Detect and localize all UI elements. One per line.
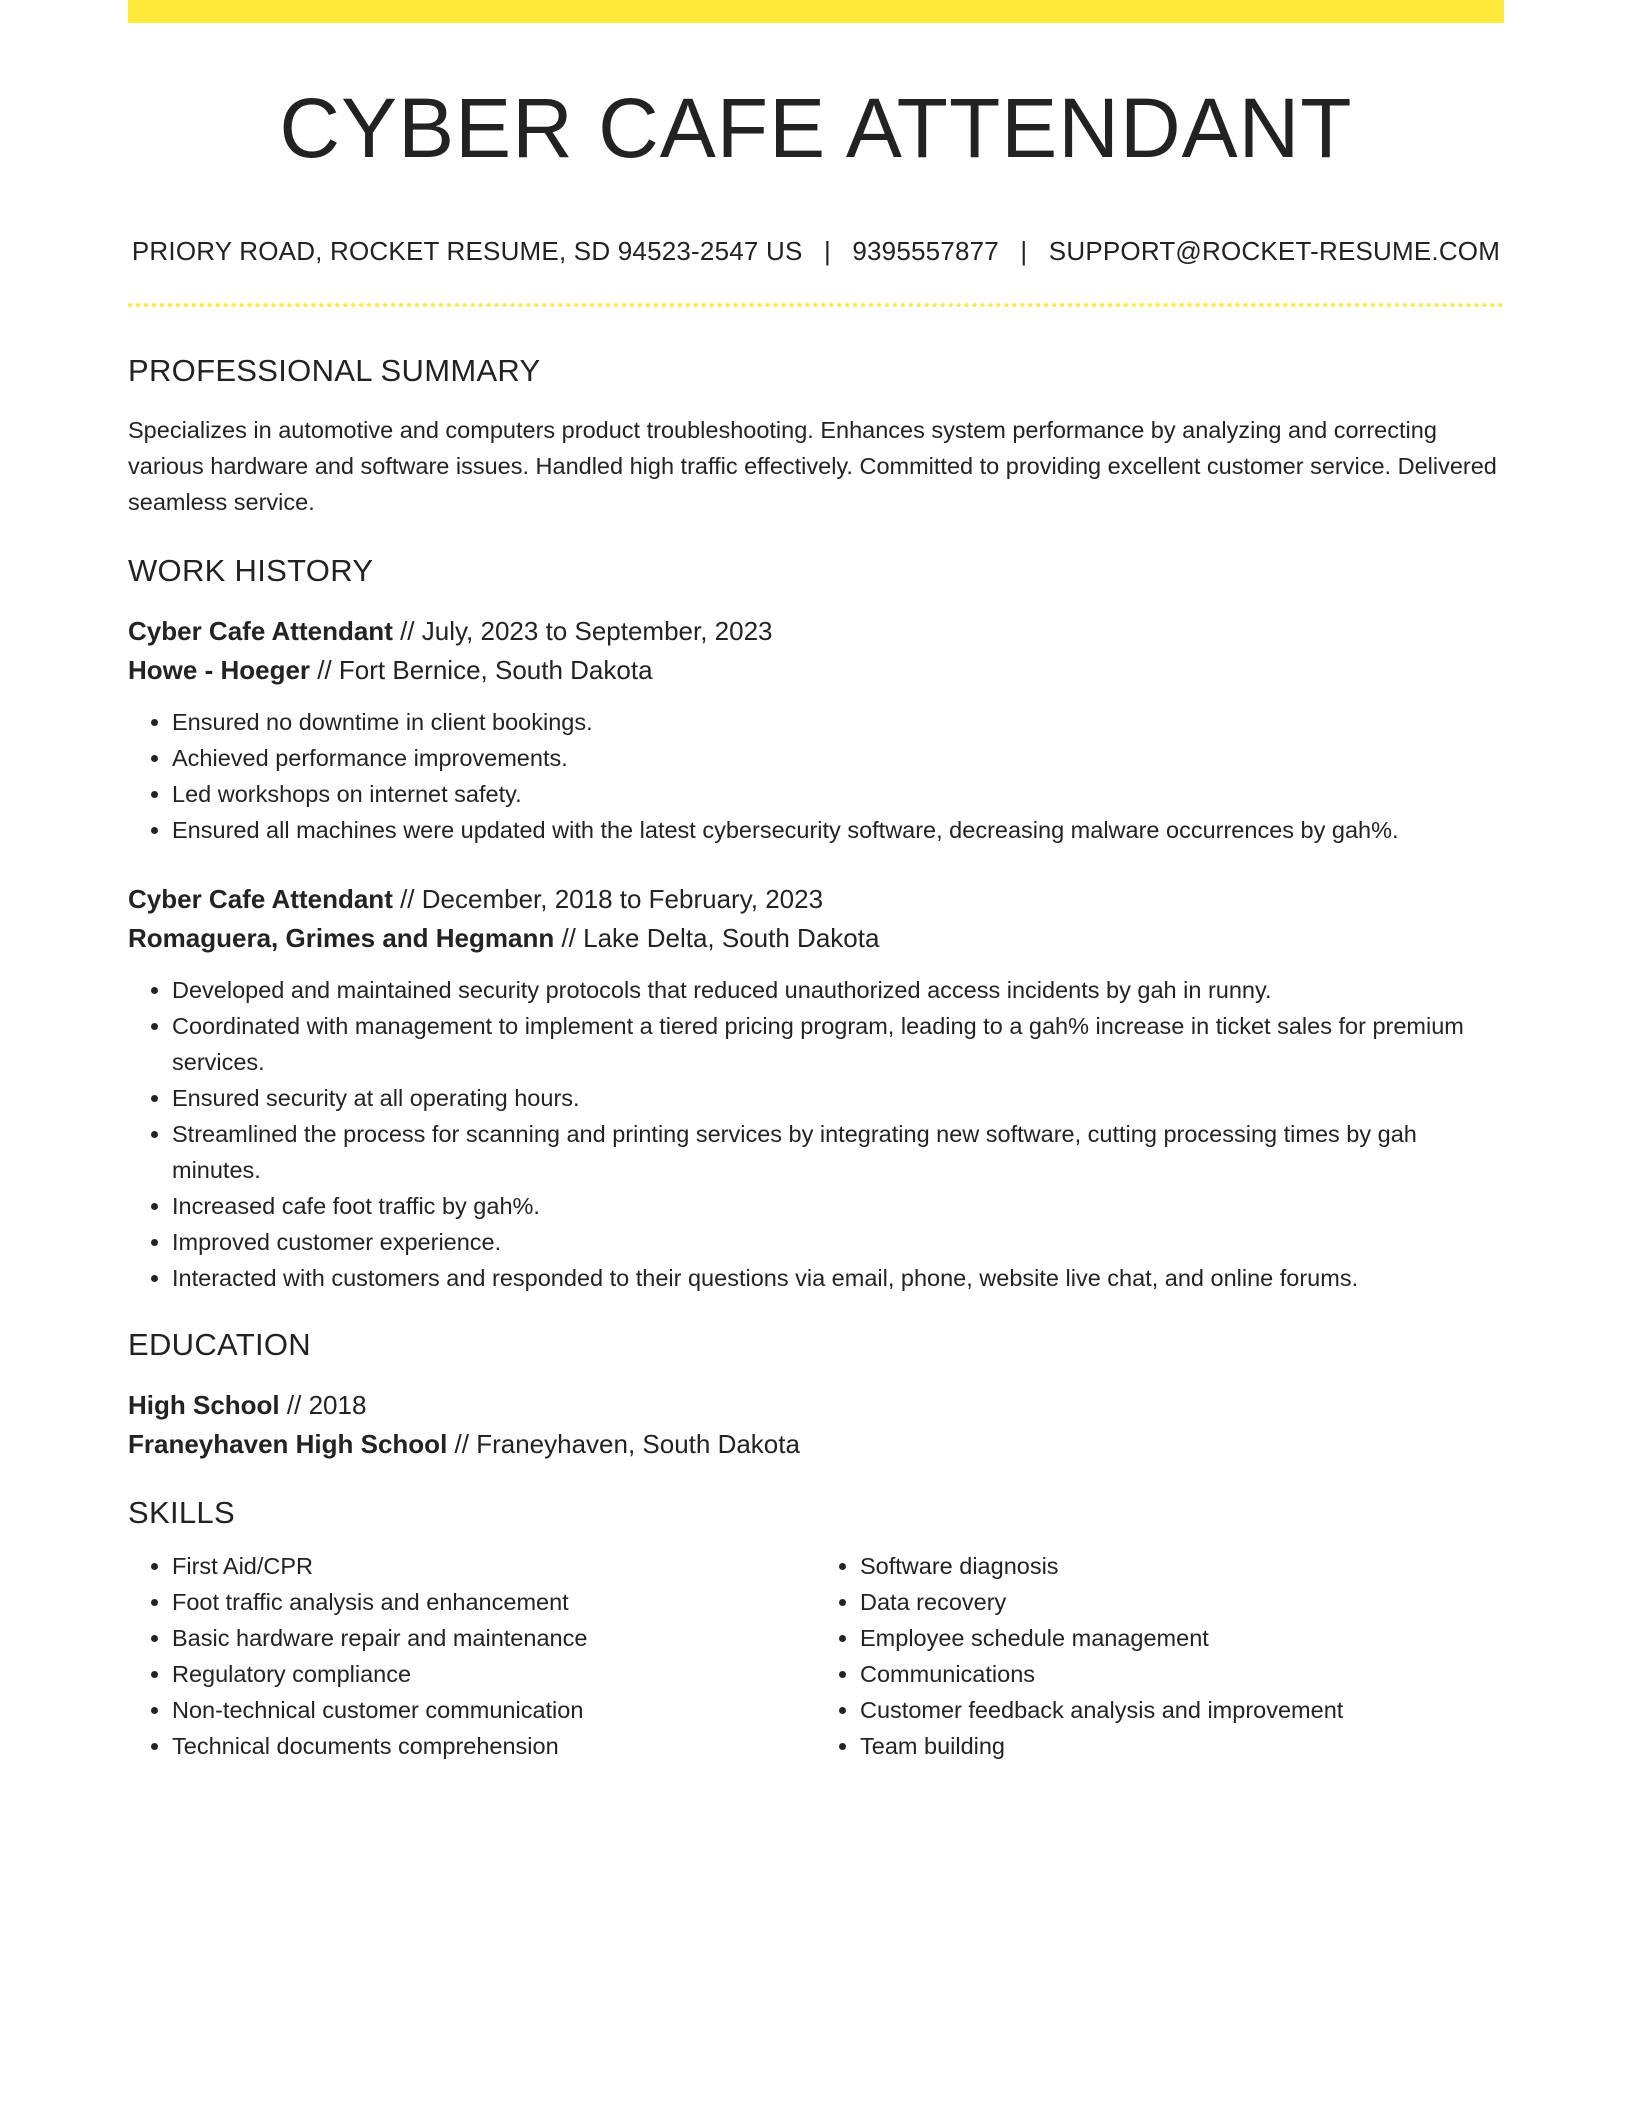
contact-separator: |: [823, 236, 831, 266]
list-item: • Coordinated with management to implement a tiered pricing program, leading to a gah% increase in ticket sales for premium services.: [172, 1008, 1504, 1080]
job-entry-header: [128, 612, 1504, 690]
skill-item: • Employee schedule management: [860, 1620, 1504, 1656]
job-role-line: [128, 880, 1504, 919]
dotted-divider: [128, 303, 1504, 307]
job-role-line: [128, 612, 1504, 651]
education-degree: High School: [128, 1390, 280, 1420]
skills-columns: [128, 1548, 1504, 1764]
list-item: • Ensured security at all operating hours.: [172, 1080, 1504, 1116]
education-school-line: [128, 1425, 1504, 1464]
education-degree-line: [128, 1386, 1504, 1425]
job-company-line: [128, 651, 1504, 690]
job-location: // Fort Bernice, South Dakota: [310, 655, 653, 685]
list-item: • Streamlined the process for scanning and printing services by integrating new software, cutting processing times by gah minutes.: [172, 1116, 1504, 1188]
education-year: // 2018: [279, 1390, 367, 1420]
job-company: Romaguera, Grimes and Hegmann: [128, 923, 555, 953]
job-dates: // December, 2018 to February, 2023: [392, 884, 824, 914]
job-dates: // July, 2023 to September, 2023: [392, 616, 773, 646]
contact-email: SUPPORT@ROCKET-RESUME.COM: [1048, 236, 1501, 266]
skills-list-left: [128, 1548, 816, 1764]
skill-item: • Data recovery: [860, 1584, 1504, 1620]
job-role: Cyber Cafe Attendant: [128, 884, 393, 914]
list-item: • Interacted with customers and responded to their questions via email, phone, website live chat, and online forums.: [172, 1260, 1504, 1296]
list-item: • Led workshops on internet safety.: [172, 776, 1504, 812]
education-entry: [128, 1386, 1504, 1464]
job-role: Cyber Cafe Attendant: [128, 616, 393, 646]
skill-item: • First Aid/CPR: [172, 1548, 816, 1584]
skills-list-right: [816, 1548, 1504, 1764]
contact-address: PRIORY ROAD, ROCKET RESUME, SD 94523-2547 US: [131, 236, 803, 266]
education-location: // Franeyhaven, South Dakota: [447, 1429, 800, 1459]
skill-item: • Customer feedback analysis and improvement: [860, 1692, 1504, 1728]
list-item: • Ensured all machines were updated with the latest cybersecurity software, decreasing malware occurrences by gah%.: [172, 812, 1504, 848]
contact-phone: 9395557877: [852, 236, 999, 266]
job-bullet-list: [128, 972, 1504, 1296]
list-item: • Increased cafe foot traffic by gah%.: [172, 1188, 1504, 1224]
skills-heading: SKILLS: [128, 1495, 235, 1530]
job-location: // Lake Delta, South Dakota: [554, 923, 880, 953]
education-heading: EDUCATION: [128, 1327, 311, 1362]
skill-item: • Technical documents comprehension: [172, 1728, 816, 1764]
list-item: • Ensured no downtime in client bookings.: [172, 704, 1504, 740]
contact-separator: |: [1020, 236, 1028, 266]
skill-item: • Non-technical customer communication: [172, 1692, 816, 1728]
skill-item: • Basic hardware repair and maintenance: [172, 1620, 816, 1656]
work-history-heading: WORK HISTORY: [128, 553, 374, 588]
accent-top-bar: [128, 0, 1504, 23]
skill-item: • Software diagnosis: [860, 1548, 1504, 1584]
skill-item: • Communications: [860, 1656, 1504, 1692]
job-bullet-list: [128, 704, 1504, 848]
education-school: Franeyhaven High School: [128, 1429, 448, 1459]
resume-title: CYBER CAFE ATTENDANT: [279, 81, 1353, 175]
list-item: • Developed and maintained security protocols that reduced unauthorized access incidents by gah in runny.: [172, 972, 1504, 1008]
list-item: • Improved customer experience.: [172, 1224, 1504, 1260]
resume-page: [128, 0, 1504, 1764]
job-entry-header: [128, 880, 1504, 958]
summary-text: Specializes in automotive and computers product troubleshooting. Enhances system performance by analyzing and correcting various hardware and software issues. Handled high traffic effectively. Committed to providing excellent customer service. Delivered seamless service.: [128, 417, 1497, 515]
job-company: Howe - Hoeger: [128, 655, 311, 685]
list-item: • Achieved performance improvements.: [172, 740, 1504, 776]
skill-item: • Regulatory compliance: [172, 1656, 816, 1692]
skill-item: • Team building: [860, 1728, 1504, 1764]
contact-line: [128, 238, 1504, 264]
summary-heading: PROFESSIONAL SUMMARY: [128, 353, 541, 388]
skill-item: • Foot traffic analysis and enhancement: [172, 1584, 816, 1620]
job-company-line: [128, 919, 1504, 958]
